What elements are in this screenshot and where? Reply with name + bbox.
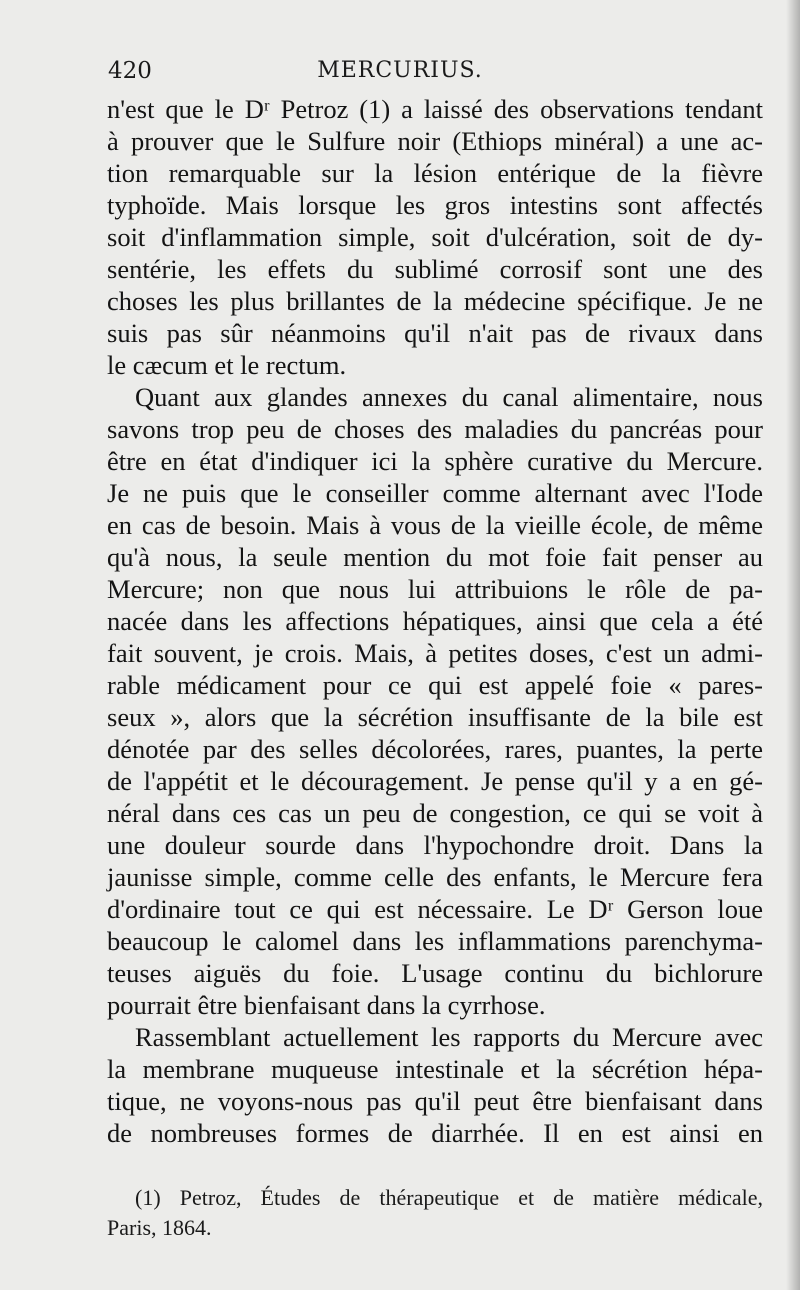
text-line: sentérie, les effets du sublimé corrosif sont une des <box>107 254 763 284</box>
running-head <box>0 58 800 88</box>
text-line: n'est que le Dʳ Petroz (1) a laissé des observations tendant <box>107 94 763 124</box>
text-line: la membrane muqueuse intestinale et la sécrétion hépa- <box>107 1054 763 1084</box>
text-line: à prouver que le Sulfure noir (Ethiops minéral) a une ac- <box>107 126 763 156</box>
text-line: nacée dans les affections hépatiques, ainsi que cela a été <box>107 606 763 636</box>
text-line: le cæcum et le rectum. <box>107 350 347 380</box>
text-line: jaunisse simple, comme celle des enfants, le Mercure fera <box>107 862 763 892</box>
text-line: une douleur sourde dans l'hypochondre droit. Dans la <box>107 830 763 860</box>
text-line: beaucoup le calomel dans les inflammations parenchyma- <box>107 926 763 956</box>
text-line: Mercure; non que nous lui attribuions le rôle de pa- <box>107 574 763 604</box>
footnote-line: Paris, 1864. <box>107 1215 212 1240</box>
footnote-line: (1) Petroz, Études de thérapeutique et de matière médicale, <box>135 1185 763 1210</box>
text-line: choses les plus brillantes de la médecine spécifique. Je ne <box>107 286 763 316</box>
text-line: seux », alors que la sécrétion insuffisante de la bile est <box>107 702 763 732</box>
text-line: Je ne puis que le conseiller comme alternant avec l'Iode <box>107 478 763 508</box>
text-line: être en état d'indiquer ici la sphère curative du Mercure. <box>107 446 763 476</box>
text-line: suis pas sûr néanmoins qu'il n'ait pas de rivaux dans <box>107 318 763 348</box>
footnote <box>107 1183 763 1243</box>
text-line: Rassemblant actuellement les rapports du Mercure avec <box>135 1022 763 1052</box>
text-line: pourrait être bienfaisant dans la cyrrhose. <box>107 990 546 1020</box>
text-line: tique, ne voyons-nous pas qu'il peut être bienfaisant dans <box>107 1086 763 1116</box>
page-number: 420 <box>108 58 152 84</box>
text-line: de nombreuses formes de diarrhée. Il en est ainsi en <box>107 1118 763 1148</box>
text-line: soit d'inflammation simple, soit d'ulcération, soit de dy- <box>107 222 763 252</box>
text-line: savons trop peu de choses des maladies du pancréas pour <box>107 414 763 444</box>
text-line: typhoïde. Mais lorsque les gros intestins sont affectés <box>107 190 763 220</box>
text-line: en cas de besoin. Mais à vous de la vieille école, de même <box>107 510 763 540</box>
text-line: qu'à nous, la seule mention du mot foie fait penser au <box>107 542 763 572</box>
text-line: Quant aux glandes annexes du canal alimentaire, nous <box>135 382 763 412</box>
text-line: néral dans ces cas un peu de congestion, ce qui se voit à <box>107 798 763 828</box>
body-text <box>107 93 763 1149</box>
running-title: MERCURIUS. <box>317 58 483 83</box>
text-line: de l'appétit et le découragement. Je pense qu'il y a en gé- <box>107 766 763 796</box>
text-line: teuses aiguës du foie. L'usage continu du bichlorure <box>107 958 763 988</box>
text-line: tion remarquable sur la lésion entérique de la fièvre <box>107 158 763 188</box>
text-line: fait souvent, je crois. Mais, à petites doses, c'est un admi- <box>107 638 763 668</box>
text-line: d'ordinaire tout ce qui est nécessaire. Le Dʳ Gerson loue <box>107 894 763 924</box>
text-line: rable médicament pour ce qui est appelé foie « pares- <box>107 670 763 700</box>
text-line: dénotée par des selles décolorées, rares, puantes, la perte <box>107 734 763 764</box>
